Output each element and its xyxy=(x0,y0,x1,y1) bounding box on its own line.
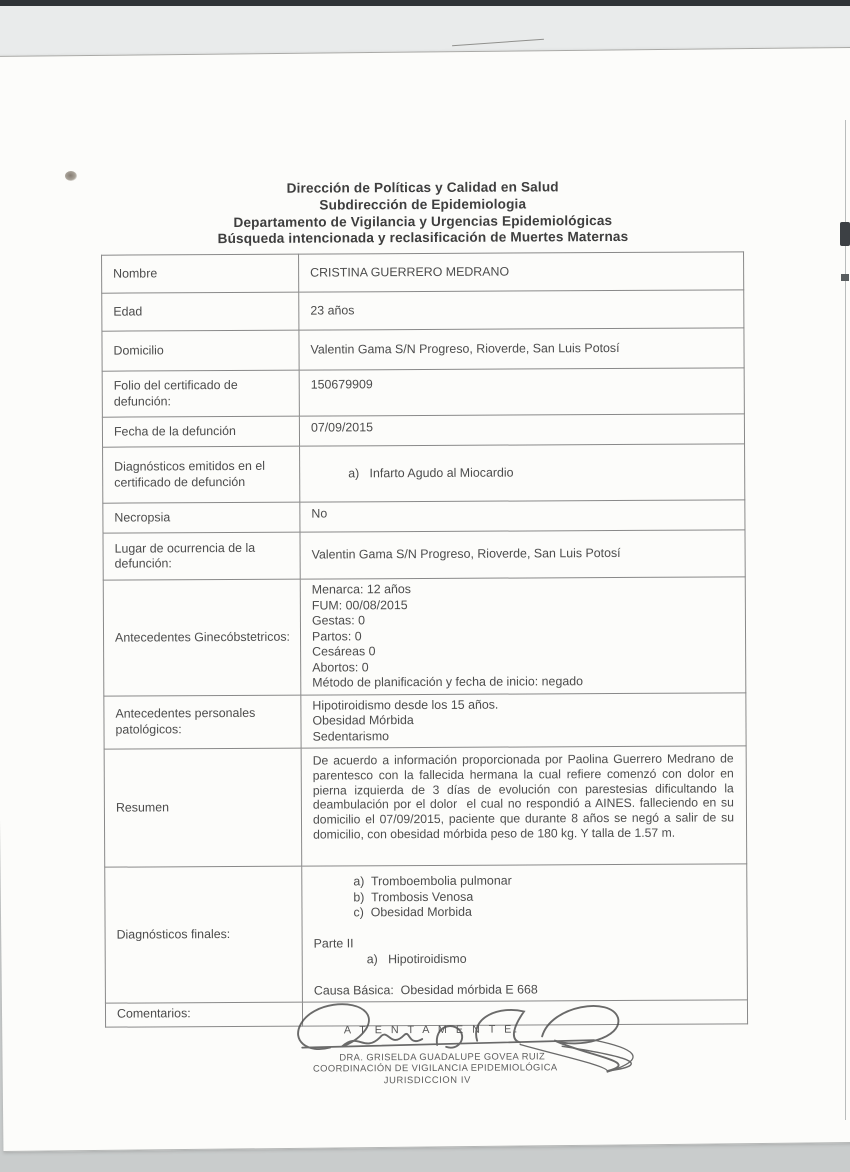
document-header xyxy=(0,178,848,250)
form-table-body xyxy=(102,252,748,1027)
value-line: c) Obesidad Morbida xyxy=(353,904,472,920)
value-line: a) Tromboembolia pulmonar xyxy=(353,873,512,889)
row-value xyxy=(302,864,748,1002)
value-line: a) Infarto Agudo al Miocardio xyxy=(348,465,514,481)
table-row xyxy=(102,290,744,331)
value-line: Hipotiroidismo desde los 15 años. xyxy=(312,697,499,713)
header-line-departamento: Departamento de Vigilancia y Urgencias Epidemiológicas xyxy=(233,212,613,230)
row-value xyxy=(301,746,747,866)
value-line: Partos: 0 xyxy=(311,628,362,644)
row-label: Fecha de la defunción xyxy=(102,416,299,447)
row-label: Necropsia xyxy=(103,502,300,533)
table-row xyxy=(103,530,745,580)
table-row xyxy=(104,746,747,867)
row-label: Resumen xyxy=(104,748,302,867)
value-line: 150679909 xyxy=(310,377,373,392)
signature-salutation: A T E N T A M E N T E. xyxy=(343,1023,521,1037)
value-line: CRISTINA GUERRERO MEDRANO xyxy=(310,264,510,280)
row-label: Edad xyxy=(102,292,299,331)
row-label: Nombre xyxy=(102,254,299,293)
value-line: 23 años xyxy=(310,303,355,318)
header-line-busqueda: Búsqueda intencionada y reclasificación de Muertes Maternas xyxy=(217,229,629,247)
row-label: Lugar de ocurrencia de la defunción: xyxy=(103,532,300,580)
row-label: Folio del certificado de defunción: xyxy=(102,370,299,417)
table-row xyxy=(102,252,744,293)
row-value xyxy=(300,444,745,502)
summary-paragraph: De acuerdo a información proporcionada por Paolina Guerrero Medrano de parentesco con la fallecida hermana la cual refiere comenzó con dolor en pierna izquierda de 3 días de evolución con parestesias dificultando la deambulación por el dolor el cual no respondió a AINES. falleciendo en su domicilio el 07/09/2015, paciente que durante 8 años se negó a salir de su domicilio, con obesidad mórbida peso de 180 kg. Y talla de 1.57 m. xyxy=(312,751,738,842)
value-line: 07/09/2015 xyxy=(310,420,373,435)
value-line: FUM: 00/08/2015 xyxy=(311,597,408,613)
row-value xyxy=(299,328,744,370)
value-line: Sedentarismo xyxy=(312,728,390,744)
table-row xyxy=(103,500,745,533)
value-line: Menarca: 12 años xyxy=(311,582,412,597)
row-label: Antecedentes Ginecóbstetricos: xyxy=(103,579,301,696)
table-row xyxy=(103,444,745,503)
value-line: Obesidad Mórbida xyxy=(312,713,414,728)
table-row xyxy=(102,414,744,447)
table-row xyxy=(102,328,744,371)
table-row xyxy=(103,577,746,696)
value-line: a) Hipotiroidismo xyxy=(366,951,467,966)
value-line: Causa Básica: Obesidad mórbida E 668 xyxy=(313,981,538,998)
row-value xyxy=(299,252,744,292)
row-value xyxy=(299,414,744,446)
value-line: Método de planificación y fecha de inicio: negado xyxy=(312,674,584,690)
value-line: No xyxy=(311,506,328,521)
value-line: Parte II xyxy=(313,936,354,951)
value-line: Valentin Gama S/N Progreso, Rioverde, San Luis Potosí xyxy=(311,546,621,562)
value-line: Cesáreas 0 xyxy=(312,644,376,659)
row-label: Diagnósticos emitidos en el certificado de defunción xyxy=(103,446,300,503)
signature-doctor-name: DRA. GRISELDA GUADALUPE GOVEA RUIZ xyxy=(339,1050,546,1063)
value-line: Gestas: 0 xyxy=(311,613,366,628)
value-line: b) Trombosis Venosa xyxy=(353,889,474,904)
signature-jurisdiction: JURISDICCION IV xyxy=(383,1073,471,1086)
row-value xyxy=(300,500,745,532)
value-line: Abortos: 0 xyxy=(312,659,369,675)
row-value xyxy=(300,530,745,579)
row-label: Comentarios: xyxy=(105,1002,302,1027)
value-line: Valentin Gama S/N Progreso, Rioverde, San Luis Potosí xyxy=(310,340,620,357)
header-line-direccion: Dirección de Políticas y Calidad en Salud xyxy=(286,179,559,196)
row-label: Domicilio xyxy=(102,330,299,371)
table-row xyxy=(105,864,748,1003)
row-value xyxy=(301,692,746,748)
row-label: Diagnósticos finales: xyxy=(105,866,303,1003)
table-row xyxy=(104,692,746,749)
table-row xyxy=(102,368,744,417)
row-label: Antecedentes personales patológicos: xyxy=(104,695,301,750)
row-value xyxy=(299,290,744,330)
header-line-subdireccion: Subdirección de Epidemiologia xyxy=(319,196,527,213)
signature-role: COORDINACIÓN DE VIGILANCIA EPIDEMIOLÓGICA xyxy=(312,1061,558,1074)
row-value xyxy=(300,577,746,695)
row-value xyxy=(299,368,744,416)
case-review-table xyxy=(101,251,748,1027)
